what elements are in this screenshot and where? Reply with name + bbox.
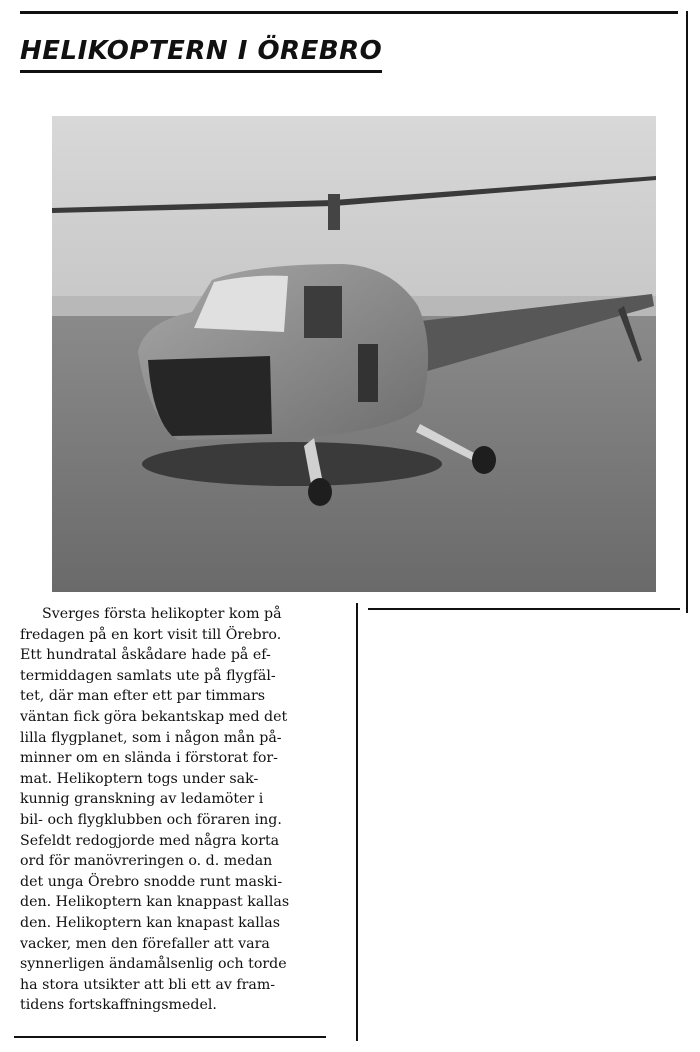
article-line: termiddagen samlats ute på flygfäl- (20, 667, 276, 684)
article-line: det unga Örebro snodde runt maski- (20, 873, 283, 890)
article-line: ord för manövreringen o. d. medan (20, 853, 273, 870)
article-line: Sefeldt redogjorde med några korta (20, 832, 280, 849)
article-line: kunnig granskning av ledamöter i (20, 791, 264, 808)
article-line: Ett hundratal åskådare hade på ef- (20, 647, 271, 664)
article-body (20, 604, 352, 1016)
article-line: minner om en slända i förstorat for- (20, 750, 278, 767)
top-rule (20, 11, 678, 14)
article-line: väntan fick göra bekantskap med det (20, 708, 288, 725)
article-column-rule (356, 603, 358, 1041)
right-column-rule (686, 11, 688, 613)
article-line: lilla flygplanet, som i någon mån på- (20, 729, 282, 746)
article-line: synnerligen ändamålsenlig och torde (20, 956, 287, 973)
article-line: Sverges första helikopter kom på (42, 606, 282, 622)
headline: HELIKOPTERN I ÖREBRO (20, 34, 382, 73)
helicopter-photo (52, 116, 656, 592)
article-line: mat. Helikoptern togs under sak- (20, 770, 259, 787)
bottom-rule (14, 1036, 326, 1038)
article-line: den. Helikoptern kan knapast kallas (20, 914, 281, 931)
article-line: tet, där man efter ett par timmars (20, 688, 266, 705)
middle-rule (368, 608, 680, 610)
helicopter-icon (52, 116, 656, 592)
article-line: vacker, men den förefaller att vara (20, 935, 270, 952)
article-line: bil- och flygklubben och föraren ing. (20, 811, 282, 828)
article-line: den. Helikoptern kan knappast kallas (20, 894, 290, 911)
article-line: fredagen på en kort visit till Örebro. (20, 626, 282, 643)
article-line: ha stora utsikter att bli ett av fram- (20, 976, 276, 993)
article-line: tidens fortskaffningsmedel. (20, 997, 217, 1014)
